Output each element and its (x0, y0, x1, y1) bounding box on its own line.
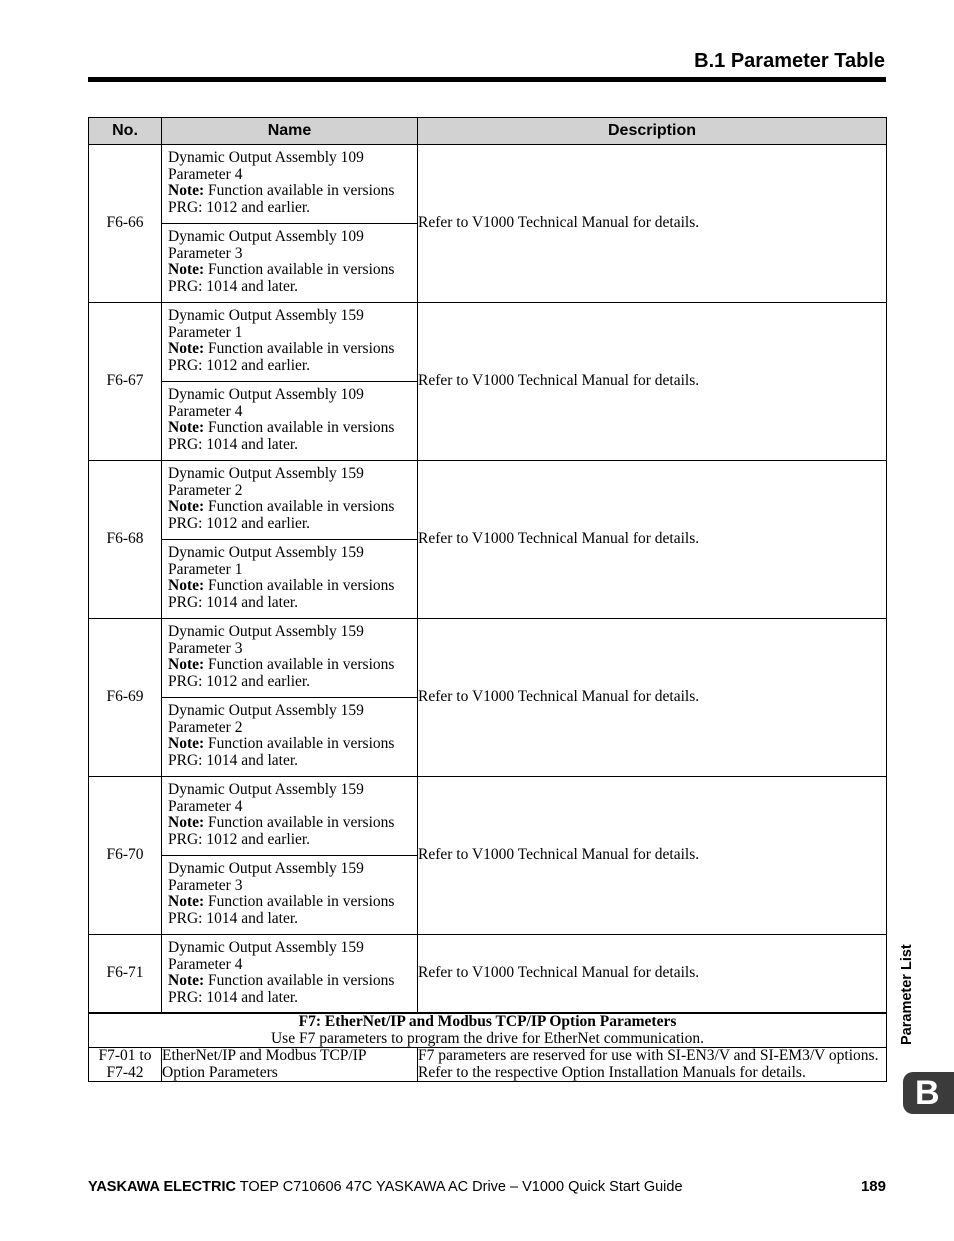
page-section-title: B.1 Parameter Table (694, 50, 885, 72)
name-note (168, 578, 413, 595)
table-row (89, 619, 887, 777)
name-variant (162, 935, 417, 1012)
param-description: Refer to V1000 Technical Manual for details. (418, 145, 887, 303)
note-label: Note: (168, 419, 205, 436)
name-param: Parameter 4 (168, 165, 243, 183)
section-subtitle: Use F7 parameters to program the drive for EtherNet communication. (270, 1029, 704, 1047)
section-row (89, 1013, 887, 1048)
parameter-table (88, 117, 887, 1082)
note-text: Function available in versions (208, 182, 395, 199)
table-row (89, 461, 887, 619)
name-version: PRG: 1014 and later. (168, 593, 299, 611)
param-description: Refer to V1000 Technical Manual for details. (418, 303, 887, 461)
name-version: PRG: 1012 and earlier. (168, 672, 311, 690)
param-number-line1: F7-01 to (98, 1047, 152, 1064)
name-note (168, 183, 413, 200)
param-name-cell (162, 777, 418, 935)
name-note (168, 736, 413, 753)
param-name-cell (162, 461, 418, 619)
name-line1: EtherNet/IP and Modbus TCP/IP (162, 1047, 367, 1064)
name-title: Dynamic Output Assembly 159 (168, 702, 364, 719)
param-number: F6-71 (89, 935, 162, 1014)
param-number: F6-67 (89, 303, 162, 461)
name-variant (162, 223, 417, 302)
name-note (168, 499, 413, 516)
name-version: PRG: 1012 and earlier. (168, 830, 311, 848)
name-version: PRG: 1012 and earlier. (168, 198, 311, 216)
note-text: Function available in versions (208, 419, 395, 436)
table-row (89, 145, 887, 303)
name-variant (162, 619, 417, 697)
param-name-cell (162, 303, 418, 461)
note-label: Note: (168, 972, 205, 989)
note-text: Function available in versions (208, 261, 395, 278)
note-label: Note: (168, 182, 205, 199)
name-note (168, 341, 413, 358)
name-param: Parameter 4 (168, 797, 243, 815)
note-text: Function available in versions (208, 893, 395, 910)
column-header-description: Description (418, 118, 887, 145)
name-title: Dynamic Output Assembly 159 (168, 307, 364, 324)
note-text: Function available in versions (208, 972, 395, 989)
name-param: Parameter 3 (168, 876, 243, 894)
name-title: Dynamic Output Assembly 159 (168, 544, 364, 561)
section-title: F7: EtherNet/IP and Modbus TCP/IP Option Parameters (298, 1013, 677, 1030)
name-variant (162, 381, 417, 460)
footer-brand: YASKAWA ELECTRIC (88, 1179, 236, 1195)
note-text: Function available in versions (208, 498, 395, 515)
note-text: Function available in versions (208, 656, 395, 673)
name-param: Parameter 1 (168, 323, 243, 341)
param-description: Refer to V1000 Technical Manual for details. (418, 777, 887, 935)
param-description: Refer to V1000 Technical Manual for details. (418, 461, 887, 619)
name-title: Dynamic Output Assembly 109 (168, 149, 364, 166)
name-param: Parameter 3 (168, 639, 243, 657)
name-param: Parameter 2 (168, 718, 243, 736)
chapter-tab (903, 1072, 954, 1114)
name-note (168, 262, 413, 279)
param-description: Refer to V1000 Technical Manual for details. (418, 935, 887, 1014)
name-title: Dynamic Output Assembly 109 (168, 228, 364, 245)
table-row (89, 777, 887, 935)
name-variant (162, 461, 417, 539)
name-param: Parameter 3 (168, 244, 243, 262)
name-version: PRG: 1012 and earlier. (168, 514, 311, 532)
name-version: PRG: 1012 and earlier. (168, 356, 311, 374)
name-title: Dynamic Output Assembly 109 (168, 386, 364, 403)
note-text: Function available in versions (208, 814, 395, 831)
name-note (168, 815, 413, 832)
note-label: Note: (168, 577, 205, 594)
name-version: PRG: 1014 and later. (168, 988, 299, 1006)
name-version: PRG: 1014 and later. (168, 909, 299, 927)
name-param: Parameter 4 (168, 955, 243, 973)
name-param: Parameter 1 (168, 560, 243, 578)
note-label: Note: (168, 735, 205, 752)
param-name-cell (162, 935, 418, 1014)
chapter-tab-letter: B (915, 1074, 940, 1112)
name-title: Dynamic Output Assembly 159 (168, 781, 364, 798)
name-variant (162, 539, 417, 618)
name-param: Parameter 4 (168, 402, 243, 420)
name-variant (162, 777, 417, 855)
param-description: F7 parameters are reserved for use with SI-EN3/V and SI-EM3/V options. Refer to the respective Option Installation Manuals for details. (418, 1048, 887, 1082)
param-number: F6-68 (89, 461, 162, 619)
table-row (89, 303, 887, 461)
note-text: Function available in versions (208, 735, 395, 752)
param-number: F6-69 (89, 619, 162, 777)
name-version: PRG: 1014 and later. (168, 277, 299, 295)
footer (88, 1179, 683, 1195)
name-version: PRG: 1014 and later. (168, 435, 299, 453)
note-label: Note: (168, 498, 205, 515)
table-row (89, 935, 887, 1014)
note-label: Note: (168, 340, 205, 357)
param-name-cell (162, 1048, 418, 1082)
table-header-row (89, 118, 887, 145)
page-number: 189 (860, 1178, 886, 1195)
param-number: F6-70 (89, 777, 162, 935)
name-note (168, 420, 413, 437)
param-name-cell (162, 619, 418, 777)
param-description: Refer to V1000 Technical Manual for details. (418, 619, 887, 777)
column-header-no: No. (89, 118, 162, 145)
name-note (168, 894, 413, 911)
note-text: Function available in versions (208, 577, 395, 594)
note-text: Function available in versions (208, 340, 395, 357)
name-note (168, 973, 413, 990)
name-variant (162, 697, 417, 776)
name-title: Dynamic Output Assembly 159 (168, 465, 364, 482)
name-param: Parameter 2 (168, 481, 243, 499)
param-number: F6-66 (89, 145, 162, 303)
name-title: Dynamic Output Assembly 159 (168, 860, 364, 877)
name-line2: Option Parameters (162, 1063, 278, 1081)
name-note (168, 657, 413, 674)
note-label: Note: (168, 814, 205, 831)
section-header (89, 1013, 887, 1048)
note-label: Note: (168, 893, 205, 910)
side-tab-label: Parameter List (899, 944, 915, 1045)
header-rule (88, 77, 886, 82)
param-number (89, 1048, 162, 1082)
name-variant (162, 303, 417, 381)
name-variant (162, 145, 417, 223)
name-title: Dynamic Output Assembly 159 (168, 623, 364, 640)
note-label: Note: (168, 261, 205, 278)
name-variant (162, 855, 417, 934)
footer-doc-title: TOEP C710606 47C YASKAWA AC Drive – V1000 Quick Start Guide (239, 1179, 683, 1195)
name-version: PRG: 1014 and later. (168, 751, 299, 769)
param-name-cell (162, 145, 418, 303)
column-header-name: Name (162, 118, 418, 145)
table-row (89, 1048, 887, 1082)
note-label: Note: (168, 656, 205, 673)
name-title: Dynamic Output Assembly 159 (168, 939, 364, 956)
param-number-line2: F7-42 (106, 1063, 144, 1081)
